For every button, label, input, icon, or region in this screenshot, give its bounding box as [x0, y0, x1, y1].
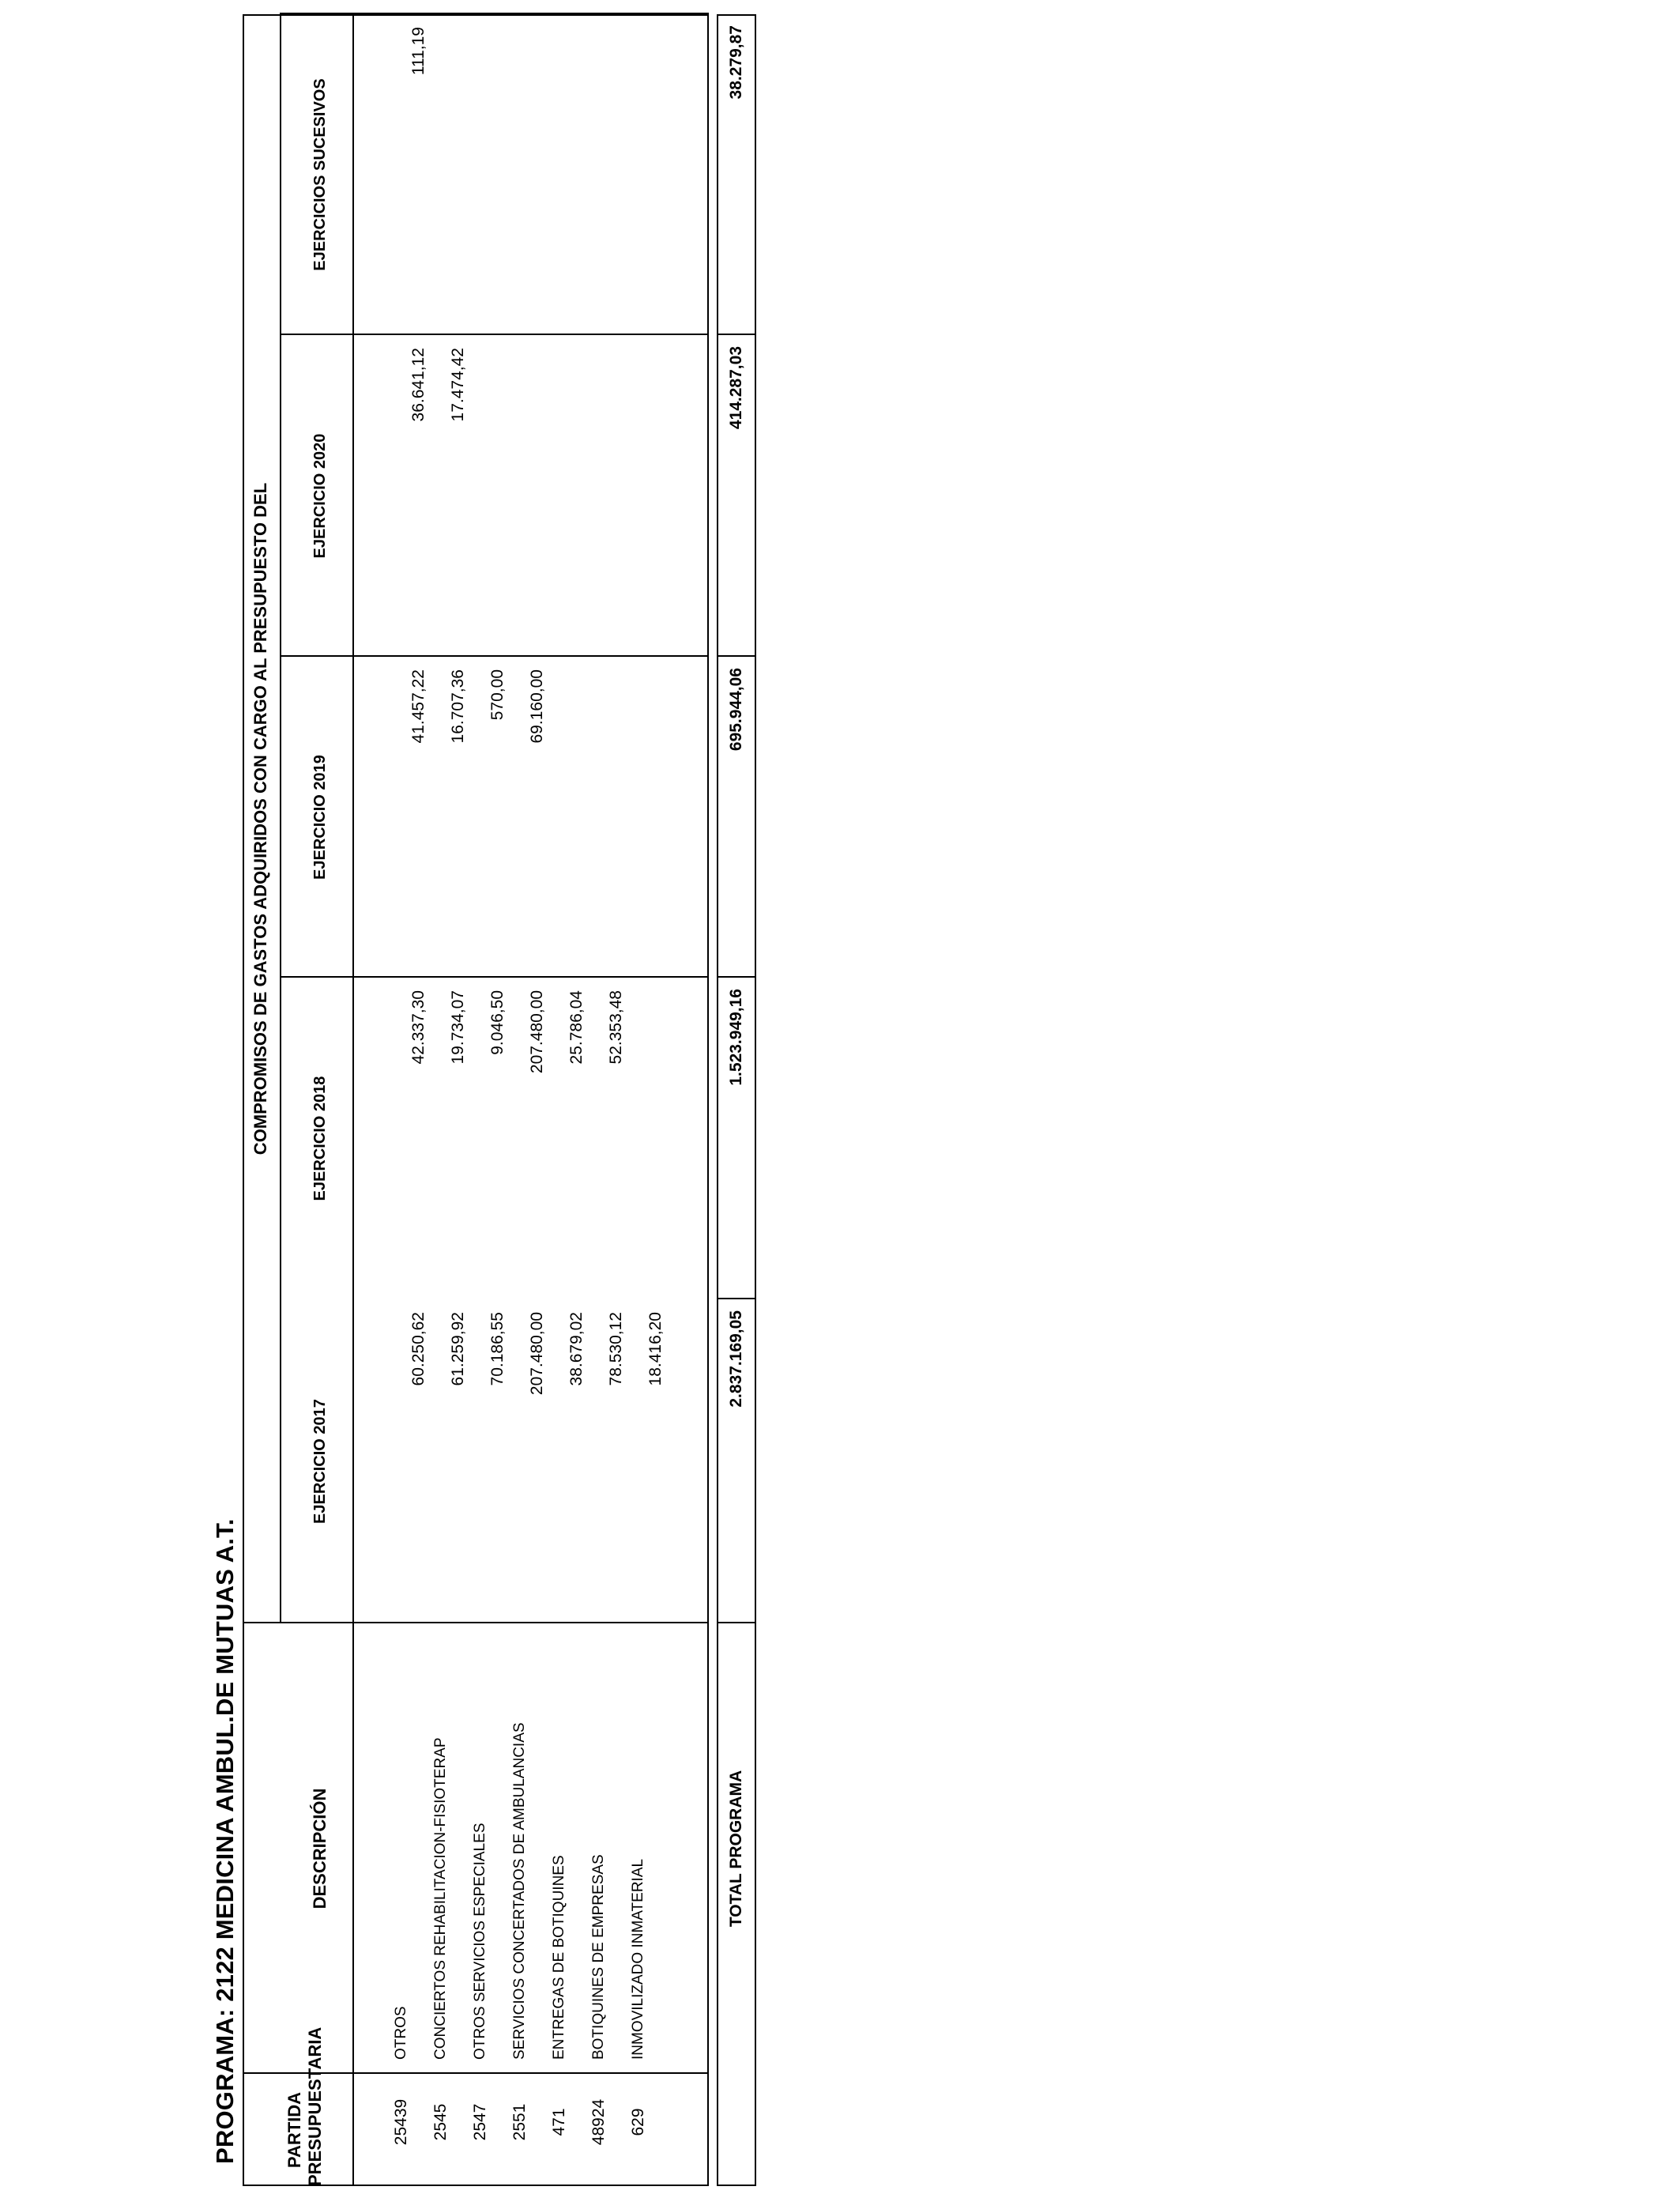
row-code: 2547: [471, 2103, 489, 2141]
value-v2017: 18.416,20: [646, 1312, 665, 1386]
row-description: BOTIQUINES DE EMPRESAS: [590, 1854, 607, 2060]
total-sep-y2018: [717, 976, 756, 978]
value-v2017: 38.679,02: [567, 1312, 586, 1386]
header-year-3: EJERCICIO 2020: [311, 433, 329, 559]
header-partida-line1: PARTIDA: [284, 2091, 304, 2169]
header-year-2: EJERCICIO 2019: [311, 755, 329, 880]
row-code: 48924: [590, 2098, 608, 2146]
value-vsuc: 111,19: [409, 27, 428, 76]
row-code: 629: [629, 2108, 647, 2136]
program-title: PROGRAMA: 2122 MEDICINA AMBUL.DE MUTUAS A.T.: [211, 1518, 239, 2164]
total-sep-y2020: [717, 334, 756, 335]
value-v2018: 42.337,30: [409, 990, 428, 1065]
value-v2019: 16.707,36: [449, 669, 467, 744]
row-description: OTROS: [393, 2006, 409, 2060]
total-v2018: 1.523.949,16: [727, 989, 745, 1086]
value-v2019: 41.457,22: [409, 669, 428, 744]
total-v2019: 695.944,06: [727, 668, 745, 752]
value-v2019: 570,00: [488, 669, 507, 721]
row-description: INMOVILIZADO INMATERIAL: [630, 1858, 646, 2060]
value-v2018: 19.734,07: [449, 990, 467, 1065]
header-year-1: EJERCICIO 2018: [311, 1076, 329, 1201]
total-v2020: 414.287,03: [727, 346, 745, 430]
value-v2019: 69.160,00: [528, 669, 546, 744]
value-v2017: 207.480,00: [528, 1312, 546, 1396]
total-sep-y2017: [717, 1298, 756, 1299]
value-v2020: 17.474,42: [449, 348, 467, 422]
col-sep-y2019: [280, 334, 709, 335]
row-description: ENTREGAS DE BOTIQUINES: [551, 1855, 567, 2060]
value-v2018: 25.786,04: [567, 990, 586, 1065]
header-group: COMPROMISOS DE GASTOS ADQUIRIDOS CON CARGO AL PRESUPUESTO DEL: [250, 482, 270, 1155]
row-code: 2551: [510, 2103, 529, 2141]
value-v2018: 9.046,50: [488, 990, 507, 1055]
total-v2017: 2.837.169,05: [727, 1310, 745, 1408]
row-description: CONCIERTOS REHABILITACION-FISIOTERAP: [432, 1737, 449, 2060]
value-v2020: 36.641,12: [409, 348, 428, 422]
header-descripcion: DESCRIPCIÓN: [310, 1788, 330, 1909]
header-year-0: EJERCICIO 2017: [311, 1399, 329, 1524]
col-sep-y2017: [280, 976, 709, 978]
row-code: 471: [550, 2108, 568, 2136]
header-year-4: EJERCICIOS SUCESIVOS: [311, 78, 329, 271]
total-vsuc: 38.279,87: [727, 25, 745, 100]
total-sep-y2019: [717, 655, 756, 657]
value-v2018: 207.480,00: [528, 990, 546, 1074]
row-code: 25439: [392, 2098, 410, 2146]
header-partida-line2: PRESUPUESTARIA: [305, 2026, 325, 2186]
header-group-line: [280, 14, 281, 1623]
row-description: SERVICIOS CONCERTADOS DE AMBULANCIAS: [511, 1722, 528, 2060]
col-sep-y2020: [280, 13, 709, 14]
row-description: OTROS SERVICIOS ESPECIALES: [472, 1823, 488, 2060]
value-v2017: 78.530,12: [607, 1312, 625, 1386]
header-bottom-line: [352, 14, 354, 2186]
row-code: 2545: [431, 2103, 450, 2141]
total-label: TOTAL PROGRAMA: [727, 1770, 745, 1928]
col-sep-y2018: [280, 655, 709, 657]
value-v2017: 61.259,92: [449, 1312, 467, 1386]
value-v2017: 60.250,62: [409, 1312, 428, 1386]
value-v2017: 70.186,55: [488, 1312, 507, 1386]
value-v2018: 52.353,48: [607, 990, 625, 1065]
